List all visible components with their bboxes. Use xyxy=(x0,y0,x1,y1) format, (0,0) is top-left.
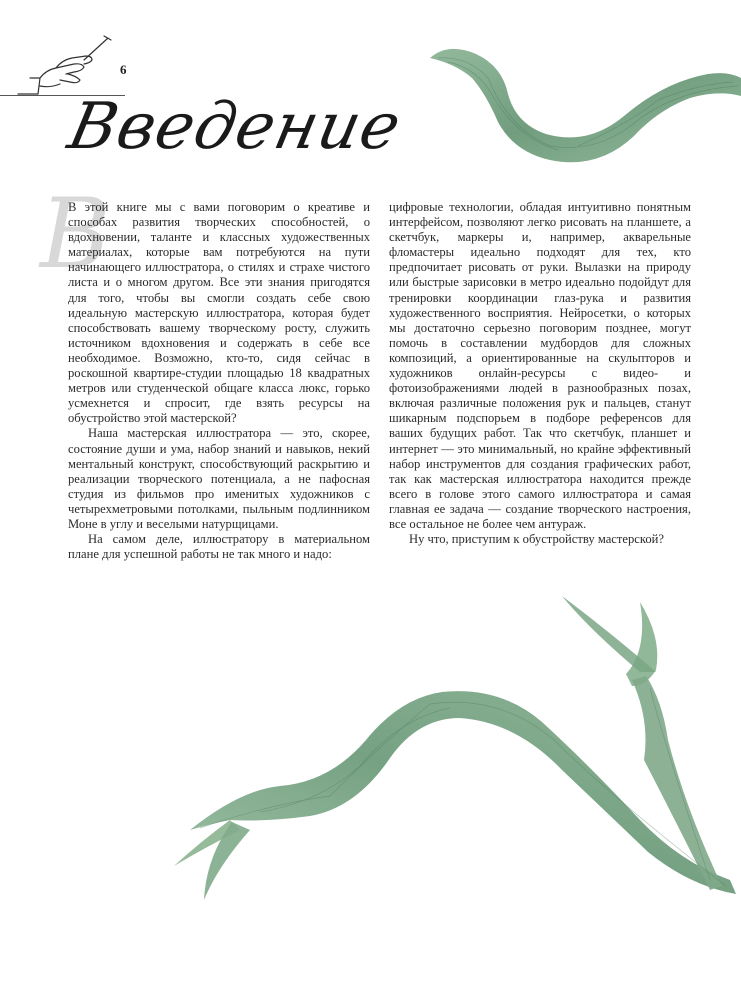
page-title: Введение xyxy=(62,90,408,164)
paragraph: цифровые технологии, обладая интуитивно понятным интерфейсом, позволяют легко рисовать на планшете, а скетчбук, маркеры и, например, акварельные фломастеры идеально подходят для тех, кто предпочитает рисовать от руки. Вылазки на природу или быстрые зарисовки в метро идеально подойдут для тренировки координации глаз-рука и развития художественного восприятия. Нейросетки, о которых мы достаточно серьезно поговорим позднее, могут помочь в составлении мудбордов для сложных композиций, а ориентированные на скульпторов и художников онлайн-ресурсы с видео- и фотоизображениями людей в разнообразных позах, включая различные положения рук и пальцев, станут шикарным подспорьем в подборе референсов для ваших будущих работ. Так что скетчбук, планшет и интернет — это минимальный, но крайне эффективный набор инструментов для создания графических работ, так как мастерская иллюстратора находится прежде всего в голове этого самого иллюстратора и самая главная ее задача — создание творческого настроения, все остальное не более чем антураж. xyxy=(389,200,691,531)
paragraph: На самом деле, иллюстратору в материальном плане для успешной работы не так много и надо: xyxy=(68,532,370,562)
page-number: 6 xyxy=(120,62,127,77)
paragraph: В этой книге мы с вами поговорим о креативе и способах развития творческих способностей, о вдохновении, таланте и классных художественных материалах, которые вам потребуются на пути начинающего иллюстратора, о стилях и страхе чистого листа и о многом другом. Все эти знания пригодятся для того, чтобы вы смогли создать себе свою идеальную мастерскую иллюстратора, которая будет способствовать вашему творческому росту, служить источником вдохновения и содержать в себе все необходимое. Возможно, кто-то, сидя сейчас в роскошной квартире-студии площадью 18 квадратных метров или студенческой общаге класса люкс, горько усмехнется и спросит, где взять ресурсы на обустройство этой мастерской? xyxy=(68,200,370,426)
leaf-illustration-top xyxy=(428,38,741,178)
text-column-right xyxy=(389,200,691,547)
paragraph: Наша мастерская иллюстратора — это, скорее, состояние души и ума, набор знаний и навыков, некий ментальный конструкт, способствующий раскрытию и реализации творческого потенциала, а не пафосная студия из фильмов про именитых художников с четырехметровыми потолками, пыльным подлинником Моне в углу и веселыми натурщицами. xyxy=(68,426,370,531)
hand-drawing-icon xyxy=(16,34,116,98)
paragraph: Ну что, приступим к обустройству мастерской? xyxy=(409,532,664,547)
text-column-left xyxy=(68,200,370,562)
leaf-illustration-bottom xyxy=(170,590,741,920)
drop-cap-ornament: В xyxy=(40,178,111,290)
